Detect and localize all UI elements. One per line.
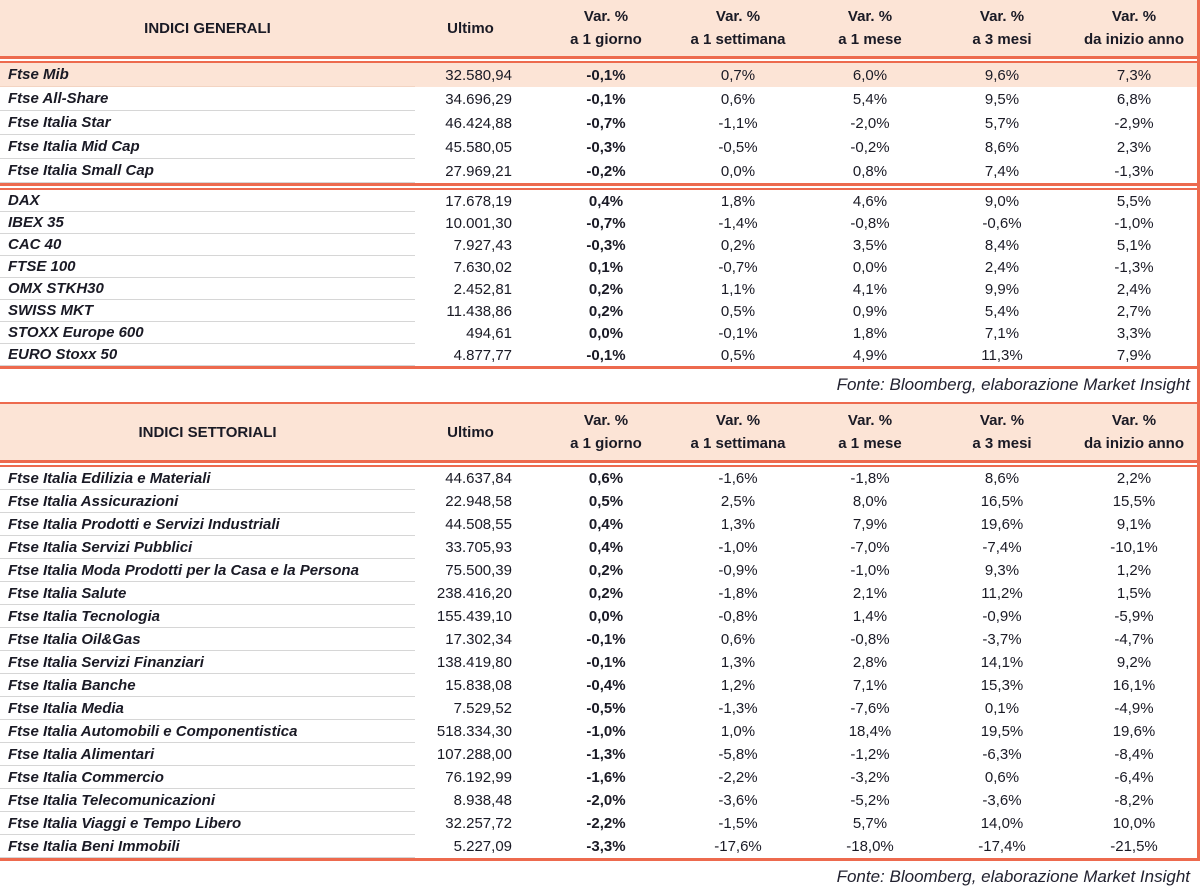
table-row — [0, 322, 1200, 344]
var-value-cell-4: 2,7% — [1116, 302, 1152, 320]
var-value-cell-4: 5,1% — [1116, 236, 1152, 254]
ultimo-value-cell: 107.288,00 — [436, 746, 512, 763]
var-header-line1: Var. % — [1111, 412, 1157, 429]
var-value-cell-3: 19,6% — [980, 516, 1024, 533]
column-header-var-4 — [1068, 5, 1200, 51]
var-value-cell-1: 0,5% — [720, 346, 756, 364]
var-value-cell-0: 0,4% — [588, 539, 624, 556]
column-header-var-1 — [672, 409, 804, 455]
var-value-cell-1: -1,3% — [718, 700, 758, 717]
var-value-cell-2: 5,7% — [852, 815, 888, 832]
var-value-cell-2: -1,8% — [850, 470, 890, 487]
column-header-var-2 — [804, 409, 936, 455]
ultimo-value-cell: 76.192,99 — [445, 769, 512, 786]
var-value-cell-0: -0,2% — [586, 162, 626, 180]
var-value-cell-2: 0,0% — [852, 258, 888, 276]
table-row — [0, 513, 1200, 536]
ultimo-value-cell: 5.227,09 — [453, 838, 512, 855]
index-name-cell: Ftse All-Share — [0, 87, 415, 111]
table-row — [0, 256, 1200, 278]
var-value-cell-1: -0,7% — [718, 258, 758, 276]
var-value-cell-0: -0,7% — [586, 214, 626, 232]
row-group — [0, 467, 1200, 858]
var-value-cell-1: 0,6% — [720, 631, 756, 648]
ultimo-value-cell: 32.580,94 — [445, 66, 512, 84]
index-name-cell: Ftse Italia Small Cap — [0, 159, 415, 183]
header-double-rule — [0, 460, 1200, 467]
var-value-cell-3: -0,9% — [982, 608, 1022, 625]
index-name-cell: Ftse Italia Media — [0, 697, 415, 720]
var-value-cell-0: -0,7% — [586, 114, 626, 132]
var-value-cell-1: 1,1% — [720, 280, 756, 298]
var-value-cell-0: 0,2% — [588, 302, 624, 320]
ultimo-value-cell: 238.416,20 — [436, 585, 512, 602]
var-value-cell-0: -0,1% — [586, 346, 626, 364]
var-value-cell-3: 14,0% — [980, 815, 1024, 832]
column-header-ultimo: Ultimo — [447, 19, 494, 37]
index-name-cell: Ftse Italia Oil&Gas — [0, 628, 415, 651]
var-header-line1: Var. % — [583, 8, 629, 25]
index-name-cell: OMX STKH30 — [0, 278, 415, 300]
table-row — [0, 87, 1200, 111]
var-header-line1: Var. % — [979, 8, 1025, 25]
var-value-cell-2: 7,1% — [852, 677, 888, 694]
var-value-cell-3: 15,3% — [980, 677, 1024, 694]
var-value-cell-4: -1,0% — [1114, 214, 1154, 232]
table-header-row — [0, 0, 1200, 56]
var-value-cell-3: -0,6% — [982, 214, 1022, 232]
column-header-var-3 — [936, 409, 1068, 455]
ultimo-value-cell: 7.529,52 — [453, 700, 512, 717]
var-value-cell-2: -18,0% — [846, 838, 894, 855]
var-value-cell-0: -0,1% — [586, 90, 626, 108]
var-value-cell-3: -17,4% — [978, 838, 1026, 855]
var-value-cell-4: 5,5% — [1116, 192, 1152, 210]
var-value-cell-3: 14,1% — [980, 654, 1024, 671]
table-row — [0, 766, 1200, 789]
table-row — [0, 559, 1200, 582]
table-row — [0, 234, 1200, 256]
var-value-cell-3: 2,4% — [984, 258, 1020, 276]
var-value-cell-4: 15,5% — [1112, 493, 1156, 510]
column-header-var-0 — [540, 409, 672, 455]
var-value-cell-2: 0,9% — [852, 302, 888, 320]
var-value-cell-1: -0,1% — [718, 324, 758, 342]
var-value-cell-3: -3,6% — [982, 792, 1022, 809]
var-value-cell-1: -0,8% — [718, 608, 758, 625]
var-value-cell-3: 7,1% — [984, 324, 1020, 342]
var-value-cell-3: 5,4% — [984, 302, 1020, 320]
ultimo-value-cell: 7.630,02 — [453, 258, 512, 276]
var-value-cell-4: 2,2% — [1116, 470, 1152, 487]
index-name-cell: Ftse Italia Viaggi e Tempo Libero — [0, 812, 415, 835]
ultimo-value-cell: 4.877,77 — [453, 346, 512, 364]
var-value-cell-4: -8,4% — [1114, 746, 1154, 763]
table-row — [0, 720, 1200, 743]
ultimo-value-cell: 138.419,80 — [436, 654, 512, 671]
var-header-line1: Var. % — [715, 412, 761, 429]
var-value-cell-2: -0,8% — [850, 214, 890, 232]
var-value-cell-2: -7,0% — [850, 539, 890, 556]
var-value-cell-2: -3,2% — [850, 769, 890, 786]
var-value-cell-3: 11,2% — [981, 585, 1023, 602]
indici-settoriali-table — [0, 402, 1200, 861]
var-value-cell-4: 9,2% — [1116, 654, 1152, 671]
ultimo-value-cell: 17.302,34 — [445, 631, 512, 648]
var-value-cell-2: -1,2% — [850, 746, 890, 763]
var-value-cell-2: -1,0% — [850, 562, 890, 579]
var-header-line1: Var. % — [583, 412, 629, 429]
var-header-line1: Var. % — [847, 412, 893, 429]
var-value-cell-3: 16,5% — [980, 493, 1024, 510]
var-value-cell-0: -0,5% — [586, 700, 626, 717]
var-value-cell-0: 0,0% — [588, 608, 624, 625]
table-row — [0, 628, 1200, 651]
var-value-cell-2: 6,0% — [852, 66, 888, 84]
var-value-cell-1: 0,0% — [720, 162, 756, 180]
var-value-cell-4: 10,0% — [1112, 815, 1156, 832]
var-value-cell-3: 9,3% — [984, 562, 1020, 579]
ultimo-value-cell: 46.424,88 — [445, 114, 512, 132]
var-value-cell-2: 1,4% — [852, 608, 888, 625]
var-value-cell-1: -17,6% — [714, 838, 762, 855]
table-row — [0, 63, 1200, 87]
var-value-cell-4: -21,5% — [1110, 838, 1158, 855]
var-value-cell-0: -0,3% — [586, 138, 626, 156]
ultimo-value-cell: 45.580,05 — [445, 138, 512, 156]
ultimo-value-cell: 15.838,08 — [445, 677, 512, 694]
table-row — [0, 344, 1200, 366]
index-name-cell: CAC 40 — [0, 234, 415, 256]
var-value-cell-0: 0,6% — [588, 470, 624, 487]
var-value-cell-4: 7,3% — [1116, 66, 1152, 84]
source-note: Fonte: Bloomberg, elaborazione Market Insight — [0, 369, 1200, 402]
column-header-var-0 — [540, 5, 672, 51]
var-value-cell-4: 3,3% — [1116, 324, 1152, 342]
ultimo-value-cell: 44.508,55 — [445, 516, 512, 533]
index-name-cell: EURO Stoxx 50 — [0, 344, 415, 366]
var-value-cell-3: 8,6% — [984, 470, 1020, 487]
var-value-cell-0: 0,4% — [588, 516, 624, 533]
var-header-line2: a 1 giorno — [570, 435, 642, 452]
ultimo-value-cell: 11.438,86 — [446, 302, 512, 320]
index-name-cell: Ftse Italia Tecnologia — [0, 605, 415, 628]
var-value-cell-1: -5,8% — [718, 746, 758, 763]
ultimo-value-cell: 75.500,39 — [445, 562, 512, 579]
var-value-cell-1: 1,0% — [720, 723, 756, 740]
var-value-cell-2: 4,1% — [852, 280, 888, 298]
var-header-line2: a 1 giorno — [570, 31, 642, 48]
ultimo-value-cell: 2.452,81 — [453, 280, 512, 298]
var-value-cell-2: -5,2% — [850, 792, 890, 809]
var-value-cell-0: -1,6% — [586, 769, 626, 786]
index-name-cell: Ftse Mib — [0, 63, 415, 87]
index-name-cell: Ftse Italia Beni Immobili — [0, 835, 415, 858]
var-value-cell-3: 11,3% — [981, 346, 1023, 364]
var-value-cell-0: -0,1% — [586, 631, 626, 648]
table-row — [0, 812, 1200, 835]
var-value-cell-4: -8,2% — [1114, 792, 1154, 809]
index-name-cell: Ftse Italia Automobili e Componentistica — [0, 720, 415, 743]
var-value-cell-1: -1,0% — [718, 539, 758, 556]
index-name-cell: Ftse Italia Moda Prodotti per la Casa e la Persona — [0, 559, 415, 582]
var-value-cell-4: -4,9% — [1114, 700, 1154, 717]
var-value-cell-0: -2,2% — [586, 815, 626, 832]
source-note: Fonte: Bloomberg, elaborazione Market Insight — [0, 861, 1200, 894]
var-value-cell-2: 1,8% — [852, 324, 888, 342]
index-name-cell: Ftse Italia Edilizia e Materiali — [0, 467, 415, 490]
table-row — [0, 212, 1200, 234]
var-header-line1: Var. % — [715, 8, 761, 25]
var-value-cell-1: -1,1% — [718, 114, 758, 132]
column-header-var-2 — [804, 5, 936, 51]
table-row — [0, 159, 1200, 183]
table-row — [0, 674, 1200, 697]
row-group — [0, 63, 1200, 183]
var-value-cell-4: 16,1% — [1112, 677, 1156, 694]
index-name-cell: Ftse Italia Telecomunicazioni — [0, 789, 415, 812]
var-value-cell-0: -2,0% — [586, 792, 626, 809]
var-value-cell-4: -1,3% — [1114, 162, 1154, 180]
var-value-cell-2: -7,6% — [850, 700, 890, 717]
index-name-cell: Ftse Italia Servizi Pubblici — [0, 536, 415, 559]
table-row — [0, 835, 1200, 858]
table-row — [0, 111, 1200, 135]
var-value-cell-4: 6,8% — [1116, 90, 1152, 108]
var-header-line2: a 1 settimana — [690, 435, 786, 452]
var-value-cell-1: -0,5% — [718, 138, 758, 156]
var-value-cell-3: 8,6% — [984, 138, 1020, 156]
var-value-cell-2: -0,8% — [850, 631, 890, 648]
table-row — [0, 697, 1200, 720]
var-value-cell-4: -10,1% — [1110, 539, 1158, 556]
var-value-cell-0: -0,3% — [586, 236, 626, 254]
var-value-cell-1: -2,2% — [718, 769, 758, 786]
var-value-cell-4: -2,9% — [1114, 114, 1154, 132]
table-header-row — [0, 404, 1200, 460]
var-value-cell-3: 9,6% — [984, 66, 1020, 84]
indici-generali-table — [0, 0, 1200, 369]
ultimo-value-cell: 44.637,84 — [445, 470, 512, 487]
var-header-line2: a 1 mese — [838, 31, 902, 48]
index-name-cell: Ftse Italia Salute — [0, 582, 415, 605]
var-value-cell-1: -0,9% — [718, 562, 758, 579]
var-value-cell-1: 1,2% — [720, 677, 756, 694]
var-header-line2: a 1 mese — [838, 435, 902, 452]
var-header-line2: a 3 mesi — [972, 435, 1032, 452]
var-value-cell-3: 8,4% — [984, 236, 1020, 254]
var-header-line2: a 3 mesi — [972, 31, 1032, 48]
var-value-cell-0: 0,5% — [588, 493, 624, 510]
var-value-cell-4: -6,4% — [1114, 769, 1154, 786]
var-value-cell-2: 8,0% — [852, 493, 888, 510]
var-value-cell-0: 0,1% — [588, 258, 624, 276]
var-value-cell-1: 0,6% — [720, 90, 756, 108]
var-value-cell-3: 0,1% — [984, 700, 1020, 717]
table-row — [0, 135, 1200, 159]
table-row — [0, 789, 1200, 812]
var-value-cell-0: 0,2% — [588, 562, 624, 579]
ultimo-value-cell: 34.696,29 — [445, 90, 512, 108]
table-row — [0, 536, 1200, 559]
column-header-var-4 — [1068, 409, 1200, 455]
var-value-cell-4: -1,3% — [1114, 258, 1154, 276]
var-value-cell-0: -0,1% — [586, 66, 626, 84]
table-title: INDICI SETTORIALI — [138, 423, 277, 441]
var-value-cell-0: -3,3% — [586, 838, 626, 855]
ultimo-value-cell: 27.969,21 — [445, 162, 512, 180]
var-value-cell-2: 2,8% — [852, 654, 888, 671]
var-value-cell-2: 4,9% — [852, 346, 888, 364]
ultimo-value-cell: 33.705,93 — [445, 539, 512, 556]
var-value-cell-3: 0,6% — [984, 769, 1020, 786]
var-value-cell-1: -1,8% — [718, 585, 758, 602]
var-value-cell-4: 2,4% — [1116, 280, 1152, 298]
var-header-line2: da inizio anno — [1084, 31, 1184, 48]
var-value-cell-4: -5,9% — [1114, 608, 1154, 625]
table-row — [0, 300, 1200, 322]
ultimo-value-cell: 32.257,72 — [445, 815, 512, 832]
var-value-cell-3: 5,7% — [984, 114, 1020, 132]
var-value-cell-3: 19,5% — [980, 723, 1024, 740]
var-value-cell-4: 1,2% — [1116, 562, 1152, 579]
var-value-cell-2: 0,8% — [852, 162, 888, 180]
var-value-cell-3: 9,0% — [984, 192, 1020, 210]
var-value-cell-1: 1,8% — [720, 192, 756, 210]
table-row — [0, 743, 1200, 766]
table-row — [0, 651, 1200, 674]
var-value-cell-1: -1,4% — [718, 214, 758, 232]
column-header-ultimo: Ultimo — [447, 423, 494, 441]
var-value-cell-4: 2,3% — [1116, 138, 1152, 156]
var-value-cell-4: 9,1% — [1116, 516, 1152, 533]
var-value-cell-3: -7,4% — [982, 539, 1022, 556]
var-value-cell-0: -1,0% — [586, 723, 626, 740]
var-header-line2: a 1 settimana — [690, 31, 786, 48]
var-value-cell-2: -0,2% — [850, 138, 890, 156]
var-value-cell-0: -0,4% — [586, 677, 626, 694]
table-row — [0, 490, 1200, 513]
table-row — [0, 278, 1200, 300]
var-value-cell-3: 7,4% — [984, 162, 1020, 180]
var-value-cell-1: 1,3% — [720, 516, 756, 533]
var-value-cell-3: 9,9% — [984, 280, 1020, 298]
table-row — [0, 605, 1200, 628]
index-name-cell: Ftse Italia Alimentari — [0, 743, 415, 766]
var-value-cell-0: 0,0% — [588, 324, 624, 342]
section-double-rule — [0, 183, 1200, 190]
index-name-cell: IBEX 35 — [0, 212, 415, 234]
ultimo-value-cell: 7.927,43 — [453, 236, 512, 254]
var-value-cell-2: 18,4% — [848, 723, 892, 740]
var-value-cell-0: 0,2% — [588, 280, 624, 298]
table-row — [0, 467, 1200, 490]
index-name-cell: SWISS MKT — [0, 300, 415, 322]
column-header-var-1 — [672, 5, 804, 51]
var-value-cell-1: 2,5% — [720, 493, 756, 510]
var-value-cell-2: 2,1% — [852, 585, 888, 602]
var-value-cell-0: -0,1% — [586, 654, 626, 671]
index-name-cell: FTSE 100 — [0, 256, 415, 278]
var-value-cell-1: 0,5% — [720, 302, 756, 320]
var-value-cell-1: -1,6% — [718, 470, 758, 487]
ultimo-value-cell: 494,61 — [466, 324, 512, 342]
header-double-rule — [0, 56, 1200, 63]
table-row — [0, 190, 1200, 212]
index-name-cell: Ftse Italia Commercio — [0, 766, 415, 789]
var-value-cell-3: 9,5% — [984, 90, 1020, 108]
var-header-line1: Var. % — [979, 412, 1025, 429]
index-name-cell: Ftse Italia Assicurazioni — [0, 490, 415, 513]
index-name-cell: DAX — [0, 190, 415, 212]
var-header-line1: Var. % — [847, 8, 893, 25]
var-value-cell-2: 7,9% — [852, 516, 888, 533]
var-value-cell-2: 4,6% — [852, 192, 888, 210]
ultimo-value-cell: 518.334,30 — [436, 723, 512, 740]
var-header-line1: Var. % — [1111, 8, 1157, 25]
var-value-cell-4: 1,5% — [1116, 585, 1152, 602]
var-value-cell-3: -3,7% — [982, 631, 1022, 648]
column-header-var-3 — [936, 5, 1068, 51]
var-value-cell-4: -4,7% — [1114, 631, 1154, 648]
var-value-cell-4: 7,9% — [1116, 346, 1152, 364]
ultimo-value-cell: 155.439,10 — [436, 608, 512, 625]
var-value-cell-2: 3,5% — [852, 236, 888, 254]
index-name-cell: Ftse Italia Banche — [0, 674, 415, 697]
ultimo-value-cell: 22.948,58 — [445, 493, 512, 510]
var-header-line2: da inizio anno — [1084, 435, 1184, 452]
var-value-cell-0: 0,4% — [588, 192, 624, 210]
ultimo-value-cell: 10.001,30 — [445, 214, 512, 232]
var-value-cell-1: -3,6% — [718, 792, 758, 809]
var-value-cell-0: -1,3% — [586, 746, 626, 763]
index-name-cell: Ftse Italia Servizi Finanziari — [0, 651, 415, 674]
var-value-cell-1: 1,3% — [720, 654, 756, 671]
var-value-cell-2: 5,4% — [852, 90, 888, 108]
var-value-cell-1: 0,7% — [720, 66, 756, 84]
index-name-cell: Ftse Italia Star — [0, 111, 415, 135]
var-value-cell-4: 19,6% — [1112, 723, 1156, 740]
ultimo-value-cell: 17.678,19 — [445, 192, 512, 210]
index-name-cell: Ftse Italia Mid Cap — [0, 135, 415, 159]
ultimo-value-cell: 8.938,48 — [453, 792, 512, 809]
table-title: INDICI GENERALI — [144, 19, 271, 37]
row-group — [0, 190, 1200, 366]
var-value-cell-1: 0,2% — [720, 236, 756, 254]
index-name-cell: STOXX Europe 600 — [0, 322, 415, 344]
var-value-cell-1: -1,5% — [718, 815, 758, 832]
var-value-cell-2: -2,0% — [850, 114, 890, 132]
var-value-cell-3: -6,3% — [982, 746, 1022, 763]
var-value-cell-0: 0,2% — [588, 585, 624, 602]
table-row — [0, 582, 1200, 605]
index-name-cell: Ftse Italia Prodotti e Servizi Industriali — [0, 513, 415, 536]
